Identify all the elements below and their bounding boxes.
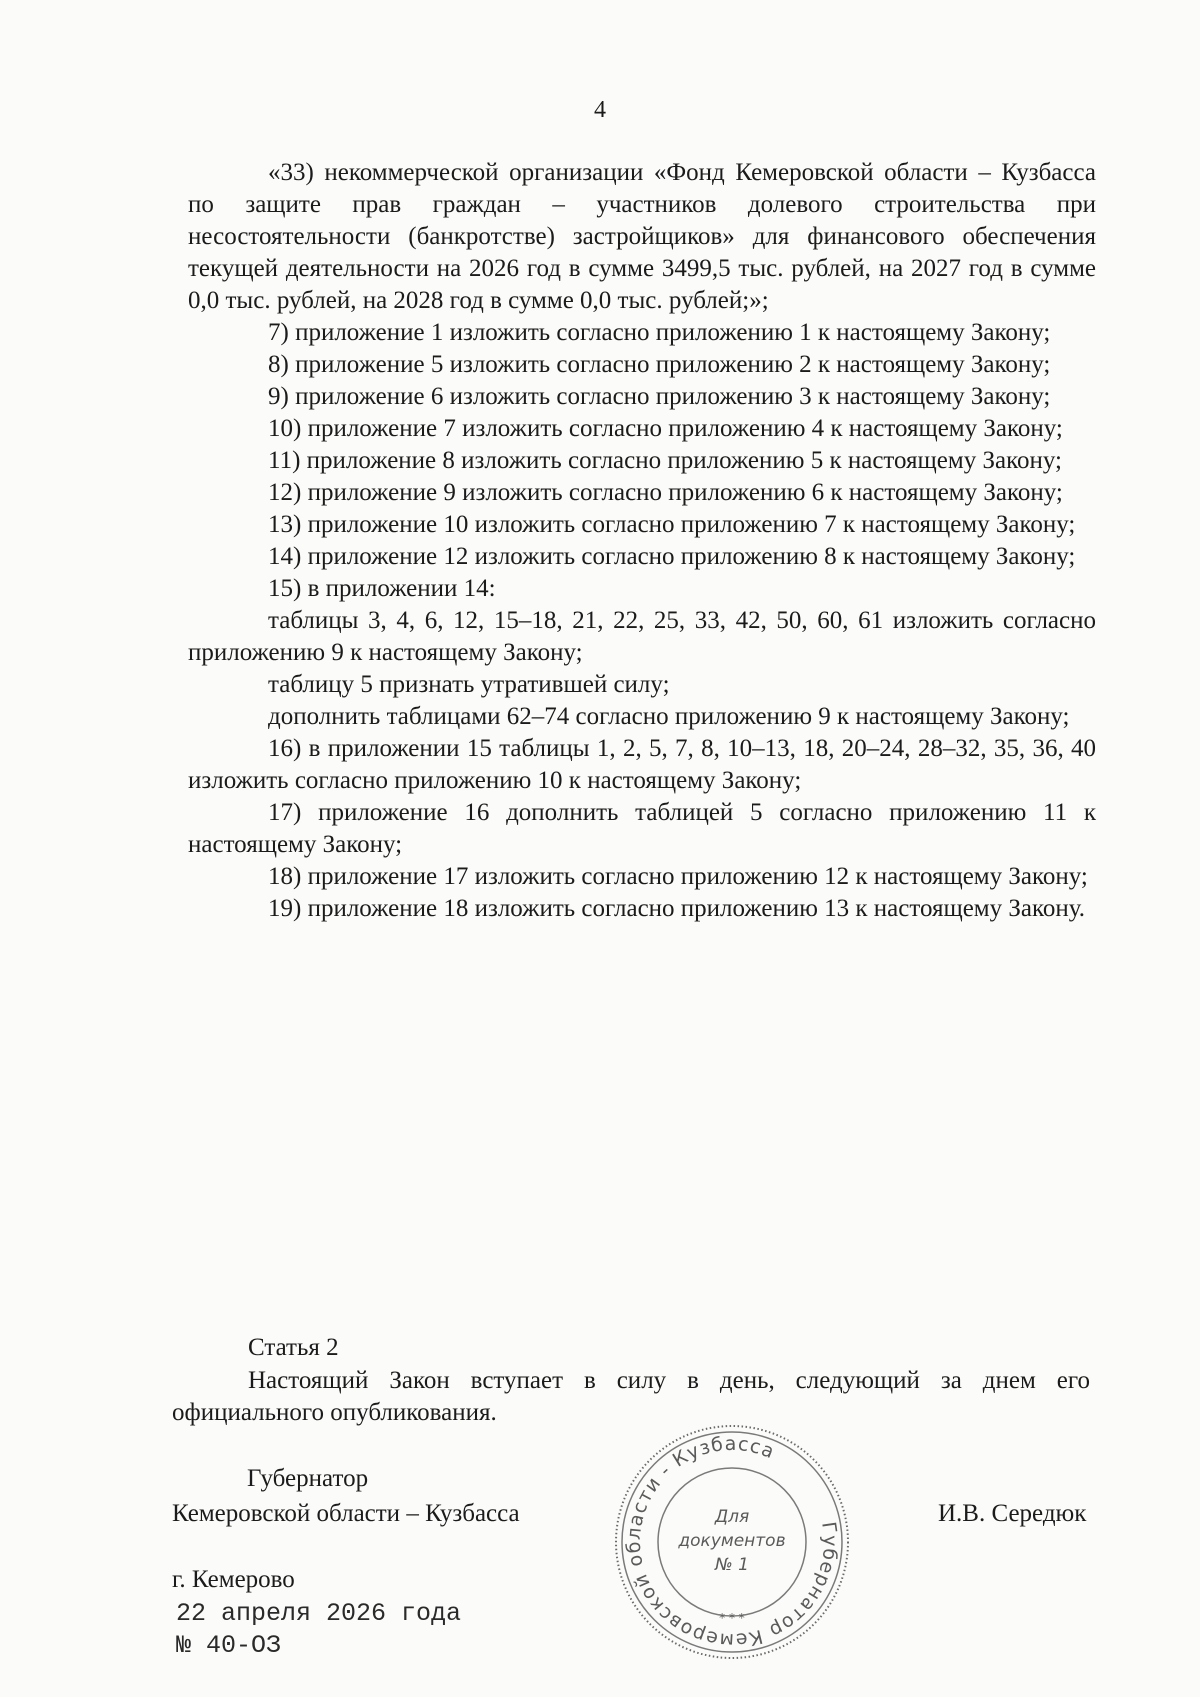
- paragraph-item-9: 9) приложение 6 изложить согласно приложению 3 к настоящему Закону;: [268, 383, 1051, 410]
- stamp-center-line1: Для: [714, 1507, 750, 1527]
- paragraph-item-19: 19) приложение 18 изложить согласно приложению 13 к настоящему Закону.: [268, 895, 1086, 922]
- stamp-ring-text: Губернатор Кемеровской области - Кузбасса: [622, 1432, 842, 1652]
- stamp-stars: * * *: [719, 1611, 745, 1625]
- place-of-signing: г. Кемерово: [172, 1566, 295, 1593]
- document-date: 22 апреля 2026 года: [176, 1599, 462, 1628]
- official-stamp: [612, 1422, 852, 1662]
- article-text: Настоящий Закон вступает в силу в день, следующий за днем его официального опубликования.: [172, 1367, 1090, 1426]
- paragraph-item-13: 13) приложение 10 изложить согласно приложению 7 к настоящему Закону;: [268, 511, 1076, 538]
- article-heading: Статья 2: [248, 1334, 339, 1361]
- page-number: 4: [594, 97, 606, 123]
- paragraph-item-11: 11) приложение 8 изложить согласно приложению 5 к настоящему Закону;: [268, 447, 1062, 474]
- paragraph-item-7: 7) приложение 1 изложить согласно приложению 1 к настоящему Закону;: [268, 319, 1051, 346]
- paragraph-item-14: 14) приложение 12 изложить согласно приложению 8 к настоящему Закону;: [268, 543, 1076, 570]
- signatory-name: И.В. Середюк: [938, 1500, 1087, 1527]
- paragraph-item-17: 17) приложение 16 дополнить таблицей 5 согласно приложению 11 к настоящему Закону;: [188, 799, 1096, 858]
- paragraph-item-15: 15) в приложении 14:: [268, 575, 496, 602]
- signatory-title-line1: Губернатор: [247, 1465, 369, 1492]
- signatory-title-line2: Кемеровской области – Кузбасса: [172, 1500, 520, 1527]
- document-body: [188, 157, 1096, 925]
- paragraph-item-16: 16) в приложении 15 таблицы 1, 2, 5, 7, 8, 10–13, 18, 20–24, 28–32, 35, 36, 40 изложить согласно приложению 10 к настоящему Закону;: [188, 735, 1096, 794]
- paragraph-item-10: 10) приложение 7 изложить согласно приложению 4 к настоящему Закону;: [268, 415, 1063, 442]
- paragraph-item-8: 8) приложение 5 изложить согласно приложению 2 к настоящему Закону;: [268, 351, 1051, 378]
- stamp-center-line2: документов: [678, 1531, 786, 1551]
- paragraph-item-15-table5: таблицу 5 признать утратившей силу;: [268, 671, 670, 698]
- paragraph-item-15-tables: таблицы 3, 4, 6, 12, 15–18, 21, 22, 25, 33, 42, 50, 60, 61 изложить согласно приложению 9 к настоящему Закону;: [188, 607, 1096, 666]
- stamp-center-line3: № 1: [715, 1555, 749, 1575]
- paragraph-item-12: 12) приложение 9 изложить согласно приложению 6 к настоящему Закону;: [268, 479, 1063, 506]
- paragraph-33: «33) некоммерческой организации «Фонд Кемеровской области – Кузбасса по защите прав граждан – участников долевого строительства при несостоятельности (банкротстве) застройщиков» для финансового обеспечения текущей деятельности на 2026 год в сумме 3499,5 тыс. рублей, на 2027 год в сумме 0,0 тыс. рублей, на 2028 год в сумме 0,0 тыс. рублей;»;: [188, 159, 1096, 314]
- paragraph-item-18: 18) приложение 17 изложить согласно приложению 12 к настоящему Закону;: [268, 863, 1088, 890]
- document-number: № 40-ОЗ: [176, 1631, 282, 1660]
- paragraph-item-15-add: дополнить таблицами 62–74 согласно приложению 9 к настоящему Закону;: [268, 703, 1070, 730]
